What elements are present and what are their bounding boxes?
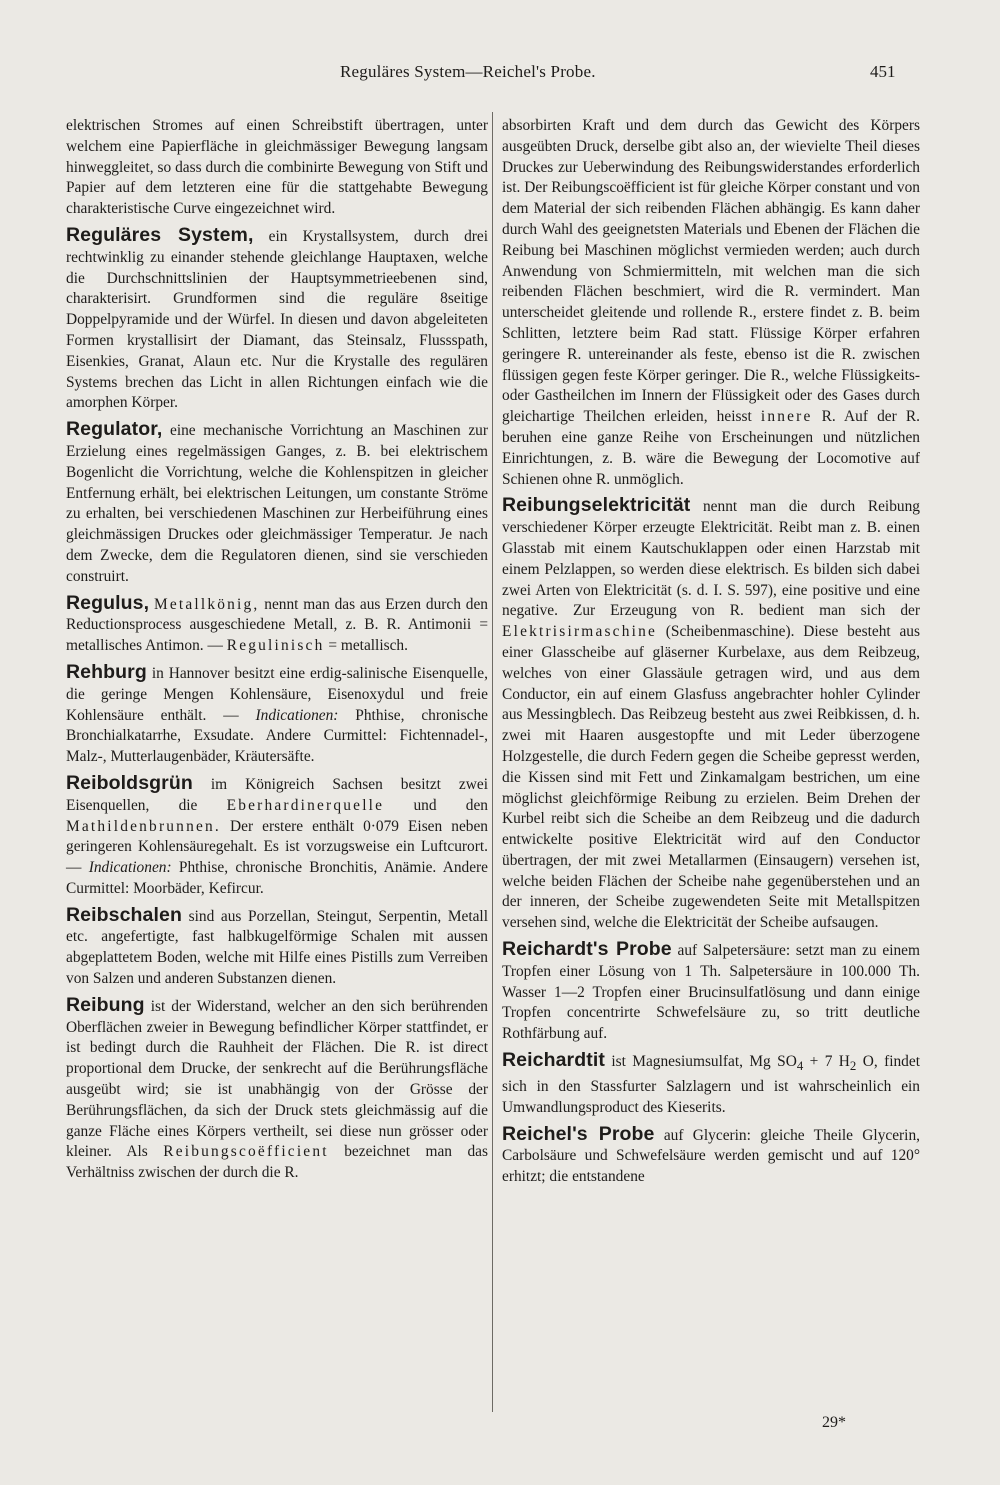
page-header: [0, 62, 1000, 86]
column-divider: [492, 112, 493, 1412]
entry-headword: Reichel's Probe: [502, 1122, 655, 1145]
entry-text: (Scheibenmaschine). Diese besteht aus einer Glasscheibe auf gläserner Kurbelaxe, aus dem Reibzeug, welches von einer Glassäule getragen wird, und aus dem Conductor, ein auf einem Glasfuss angebrachter hohler Cylinder aus Messingblech. Das Reibzeug besteht aus zwei Reibkissen, d. h. zwei mit Haaren ausgestopfte und mit Leder überzogene Holzgestelle, die durch Federn gegen die Scheibe gepresst werden, die Kissen sind mit Fett und Zinkamalgam bestrichen, um eine möglichst gleichförmige Reibung zu erzielen. Beim Drehen der Kurbel reibt sich die Scheibe an dem Reibzeug und die dadurch entwickelte positive Elektricität wird auf den Conductor übertragen, der mit zwei Metallarmen (Einsaugern) versehen ist, welche beiden Flächen der Scheibe nahe gegenüberstehen und an der inneren, der Scheibe zugewendeten Seite mit Metallspitzen versehen sind, welche die Elektricität der Scheibe aufsaugen.: [502, 623, 920, 932]
entry-text: absorbirten Kraft und dem durch das Gewicht des Körpers ausgeübten Druck, derselbe gibt also an, der wievielte Theil dieses Druckes zur Ueberwindung des Reibungswiderstandes erforderlich ist. Der Reibungscoëfficient ist für gleiche Körper constant und von dem Material der sich reibenden Flächen abhängig. Es kann daher durch Wahl des geeignetsten Materials und Ebenen der Flächen die Reibung bei Maschinen möglichst vermieden werden; auch durch Anwendung von Schmiermitteln, mit welchen man die sich reibenden Flächen beschmiert, wird die R. vermindert. Man unterscheidet gleitende und rollende R., erstere findet z. B. beim Schlitten, letztere beim Rad statt. Flüssige Körper erfahren geringere R. untereinander als feste, ebenso ist die R. zwischen flüssigen gegen feste Körper geringer. Die R., welche Flüssigkeits- oder Gastheilchen im Innern der Flüssigkeit oder des Gases durch gleichartige Theilchen erleiden, heisst: [502, 117, 920, 426]
entry-headword: Rehburg: [66, 660, 147, 683]
entry-text: Phthise, chronische Bronchitis, Anämie. Andere Curmittel: Moorbäder, Kefircur.: [66, 859, 489, 897]
entry-reibschalen: [66, 905, 488, 990]
entry-text: eine mechanische Vorrichtung an Maschinen zur Erzielung eines regelmässigen Ganges, z. B. bei elektrischem Bogenlicht die Vorrichtung, welche die Kohlenspitzen in gleicher Entfernung erhält, bei elektrischen Leitungen, um constante Ströme zu erhalten, bei verschiedenen Maschinen zur Herbeiführung eines gleichmässigen Druckes oder gleichmässiger Temperatur. Je nach dem Zwecke, dem die Regulatoren dienen, sind sie verschieden construirt.: [66, 422, 488, 585]
entry-regulus: [66, 593, 488, 657]
entry-text: R. Auf der R. beruhen eine ganze Reihe von Erscheinungen und nützlichen Einrichtungen, z. B. wäre die Bewegung der Locomotive auf Schienen ohne R. unmöglich.: [502, 408, 920, 488]
italic-label: Indicationen:: [255, 706, 339, 724]
entry-headword: Reichardt's Probe: [502, 938, 672, 961]
entry-text: Phthise, chronische Bronchialkatarrhe, Exsudate. Andere Curmittel: Fichtennadel-, Malz-, Mutterlaugenbäder, Kräutersäfte.: [66, 706, 488, 766]
entry-headword: Reibschalen: [66, 903, 182, 926]
left-column: [66, 116, 488, 1189]
entry-text: in Hannover besitzt eine erdig-salinische Eisenquelle, die geringe Mengen Kohlensäure, Eisenoxydul und freie Kohlensäure enthält. —: [66, 664, 488, 724]
entry-rehburg: [66, 662, 488, 768]
entry-reibung: [66, 995, 488, 1184]
continued-paragraph: [502, 116, 920, 490]
entry-text: Der erstere enthält 0·079 Eisen neben geringeren Kohlensäuregehalt. Es ist vorzugsweise ein Luftcurort. —: [66, 817, 488, 877]
spaced-term: Reibungscoëfficient: [163, 1143, 329, 1161]
entry-headword: Reibung: [66, 993, 145, 1016]
continued-paragraph: elektrischen Stromes auf einen Schreibstift übertragen, unter welchem eine Papierfläche in gleichmässiger Bewegung langsam hinweggleitet, so dass durch die combinirte Bewegung von Stift und Papier auf dem letzteren eine für die stattgehabte Bewegung charakteristische Curve eingezeichnet wird.: [66, 117, 488, 218]
entry-text: auf Glycerin: gleiche Theile Glycerin, Carbolsäure und Schwefelsäure werden gemischt und auf 120° erhitzt; die entstandene: [502, 1126, 920, 1186]
entry-text: nennt man die durch Reibung verschiedener Körper erzeugte Elektricität. Reibt man z. B. einen Glasstab mit einem Kautschuklappen oder einen Harzstab mit einem Pelzlappen, so werden diese elektrisch. Es bilden sich dabei zwei Arten von Elektricität (s. d. I. S. 597), eine positive und eine negative. Zur Erzeugung von R. bedient man sich der: [502, 498, 920, 620]
entry-reichardts-probe: [502, 939, 920, 1045]
entry-headword: Reiboldsgrün: [66, 771, 193, 794]
formula-subscript: 2: [849, 1059, 857, 1074]
formula-subscript: 4: [796, 1059, 804, 1074]
spaced-term: Elektrisirmaschine: [502, 623, 657, 641]
entry-text: ist Magnesiumsulfat, Mg SO: [611, 1053, 797, 1071]
entry-reichels-probe: [502, 1124, 920, 1188]
entry-reibungselektricitaet: [502, 495, 920, 934]
spaced-term: Mathildenbrunnen.: [66, 817, 221, 835]
entry-headword: Reibungselektricität: [502, 494, 691, 517]
entry-text: im Königreich Sachsen besitzt zwei Eisenquellen, die: [66, 775, 488, 814]
signature-mark: 29*: [822, 1414, 846, 1431]
entry-text: ein Krystallsystem, durch drei rechtwinklig zu einander stehende gleichlange Hauptaxen, welche die Durchschnittslinien der Hauptsymmetrieebenen sind, charakterisirt. Grundformen sind die reguläre 8seitige Doppelpyramide und der Würfel. In diesen und davon abgeleiteten Formen krystallisirt der Diamant, das Steinsalz, Flussspath, Eisenkies, Granat, Alaun etc. Nur die Krystalle des regulären Systems brechen das Licht in allen Richtungen einfach wie die amorphen Körper.: [66, 227, 489, 412]
spaced-term: Metallkönig,: [153, 595, 260, 613]
entry-text: O, findet sich in den Stassfurter Salzlagern und ist wahrscheinlich ein Umwandlungsproduct des Kieserits.: [502, 1053, 920, 1116]
spaced-term: Regulinisch: [226, 637, 325, 655]
entry-reichardtit: [502, 1050, 920, 1118]
entry-text: ist der Widerstand, welcher an den sich berührenden Oberflächen zweier in Bewegung befindlicher Körper stattfindet, er ist bedingt durch die Rauhheit der Flächen. Die R. ist direct proportional dem Drucke, der senkrecht auf die Berührungsfläche ausgeübt wird; sie ist unabhängig von der Grösse der Berührungsflächen, da sich der Druck stets gleichmässig auf die ganze Fläche eines Körpers vertheilt, sei diese nun grösser oder kleiner. Als: [66, 997, 488, 1161]
page-number: 451: [870, 62, 896, 81]
entry-reiboldsgruen: [66, 773, 488, 900]
entry-text: nennt man das aus Erzen durch den Reductionsprocess ausgeschiedene Metall, z. B. R. Antimonii = metallisches Antimon. —: [66, 595, 488, 655]
spaced-term: Eberhardinerquelle: [226, 796, 385, 814]
entry-text: und den: [413, 796, 488, 814]
entry-headword: Regulator,: [66, 418, 163, 441]
entry-headword: Reguläres System,: [66, 223, 254, 246]
entry-text: + 7 H: [803, 1053, 850, 1071]
entry-headword: Regulus,: [66, 591, 150, 614]
spaced-term: innere: [760, 408, 813, 426]
italic-label: Indicationen:: [88, 859, 172, 877]
running-title: Reguläres System—Reichel's Probe.: [340, 62, 596, 81]
right-column: [502, 116, 920, 1193]
entry-regulaeres-system: [66, 225, 488, 414]
entry-text: auf Salpetersäure: setzt man zu einem Tropfen einer Lösung von 1 Th. Salpetersäure in 100.000 Th. Wasser 1—2 Tropfen einer Brucinsulfatlösung und dann einige Tropfen concentrirte Schwefelsäure zu, so tritt deutliche Rothfärbung auf.: [502, 942, 920, 1043]
entry-headword: Reichardtit: [502, 1049, 605, 1072]
entry-text: sind aus Porzellan, Steingut, Serpentin, Metall etc. angefertigte, fast halbkugelförmige Schalen mit aussen abgeplattetem Boden, welche mit Hilfe eines Pistills zum Verreiben von Salzen und anderen Substanzen dienen.: [66, 907, 488, 988]
entry-text: bezeichnet man das Verhältniss zwischen der durch die R.: [66, 1143, 488, 1182]
entry-text: = metallisch.: [328, 637, 408, 655]
entry-regulator: [66, 419, 488, 587]
